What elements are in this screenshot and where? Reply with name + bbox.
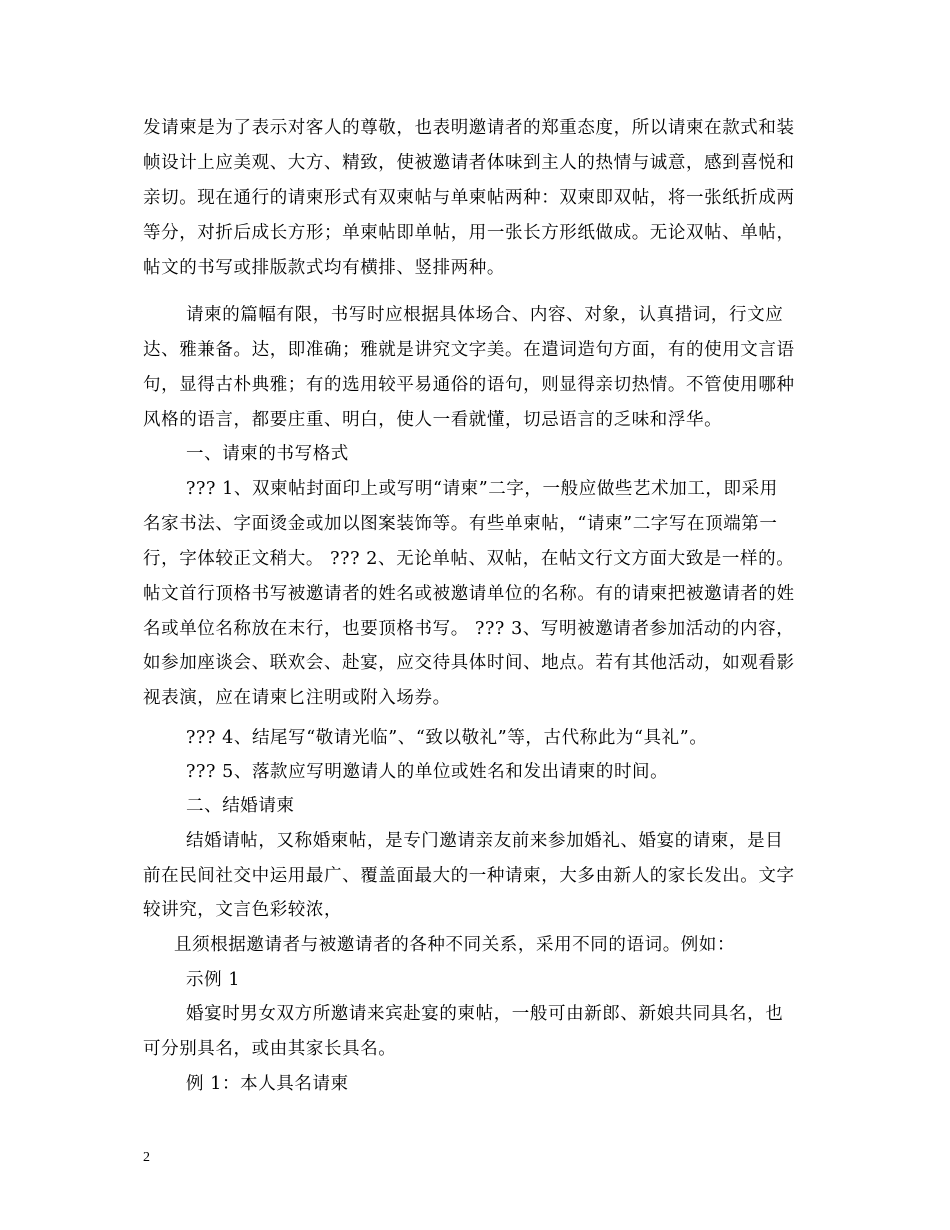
- page-number: 2: [143, 1150, 150, 1165]
- paragraph-line: 帧设计上应美观、大方、精致，使被邀请者体味到主人的热情与诚意，感到喜悦和: [143, 153, 795, 173]
- example-heading: 例 1：本人具名请柬: [186, 1074, 349, 1094]
- paragraph-line: 前在民间社交中运用最广、覆盖面最大的一种请柬，大多由新人的家长发出。文字: [143, 866, 795, 886]
- example-heading: 示例 1: [186, 970, 241, 990]
- paragraph-line: 句，显得古朴典雅；有的选用较平易通俗的语句，则显得亲切热情。不管使用哪种: [143, 375, 795, 395]
- paragraph-line: 达、雅兼备。达，即准确；雅就是讲究文字美。在遣词造句方面，有的使用文言语: [143, 340, 795, 360]
- paragraph-line: 请柬的篇幅有限，书写时应根据具体场合、内容、对象，认真措词，行文应: [186, 305, 784, 325]
- paragraph-line: 且须根据邀请者与被邀请者的各种不同关系，采用不同的语词。例如：: [174, 935, 736, 955]
- paragraph-line: 较讲究，文言色彩较浓，: [143, 900, 343, 920]
- paragraph-line: 名家书法、字面烫金或加以图案装饰等。有些单柬帖，“请柬”二字写在顶端第一: [143, 514, 778, 534]
- paragraph-line: 发请柬是为了表示对客人的尊敬，也表明邀请者的郑重态度，所以请柬在款式和装: [143, 118, 795, 138]
- section-heading: 二、结婚请柬: [186, 796, 295, 816]
- paragraph-line: 如参加座谈会、联欢会、赴宴，应交待具体时间、地点。若有其他活动，如观看影: [143, 653, 795, 673]
- paragraph-line: 风格的语言，都要庄重、明白，使人一看就懂，切忌语言的乏味和浮华。: [143, 410, 723, 430]
- paragraph-line: 结婚请帖，又称婚柬帖，是专门邀请亲友前来参加婚礼、婚宴的请柬，是目: [186, 831, 784, 851]
- paragraph-line: ??? 5、落款应写明邀请人的单位或姓名和发出请柬的时间。: [186, 762, 669, 782]
- paragraph-line: 可分别具名，或由其家长具名。: [143, 1039, 397, 1059]
- paragraph-line: 视表演，应在请柬匕注明或附入场券。: [143, 688, 451, 708]
- paragraph-line: 帖文的书写或排版款式均有横排、竖排两种。: [143, 258, 505, 278]
- paragraph-line: 名或单位名称放在末行，也要顶格书写。 ??? 3、写明被邀请者参加活动的内容，: [143, 619, 795, 639]
- paragraph-line: 帖文首行顶格书写被邀请者的姓名或被邀请单位的名称。有的请柬把被邀请者的姓: [143, 584, 795, 604]
- paragraph-line: 行，字体较正文稍大。 ??? 2、无论单帖、双帖，在帖文行文方面大致是一样的。: [143, 549, 795, 569]
- paragraph-line: 等分，对折后成长方形；单柬帖即单帖，用一张长方形纸做成。无论双帖、单帖，: [143, 223, 795, 243]
- paragraph-line: 婚宴时男女双方所邀请来宾赴宴的柬帖，一般可由新郎、新娘共同具名，也: [186, 1004, 784, 1024]
- section-heading: 一、请柬的书写格式: [186, 444, 349, 464]
- paragraph-line: ??? 4、结尾写“敬请光临”、“致以敬礼”等，古代称此为“具礼”。: [186, 728, 708, 748]
- paragraph-line: ??? 1、双柬帖封面印上或写明“请柬”二字，一般应做些艺术加工，即采用: [186, 479, 778, 499]
- paragraph-line: 亲切。现在通行的请柬形式有双柬帖与单柬帖两种：双柬即双帖，将一张纸折成两: [143, 188, 795, 208]
